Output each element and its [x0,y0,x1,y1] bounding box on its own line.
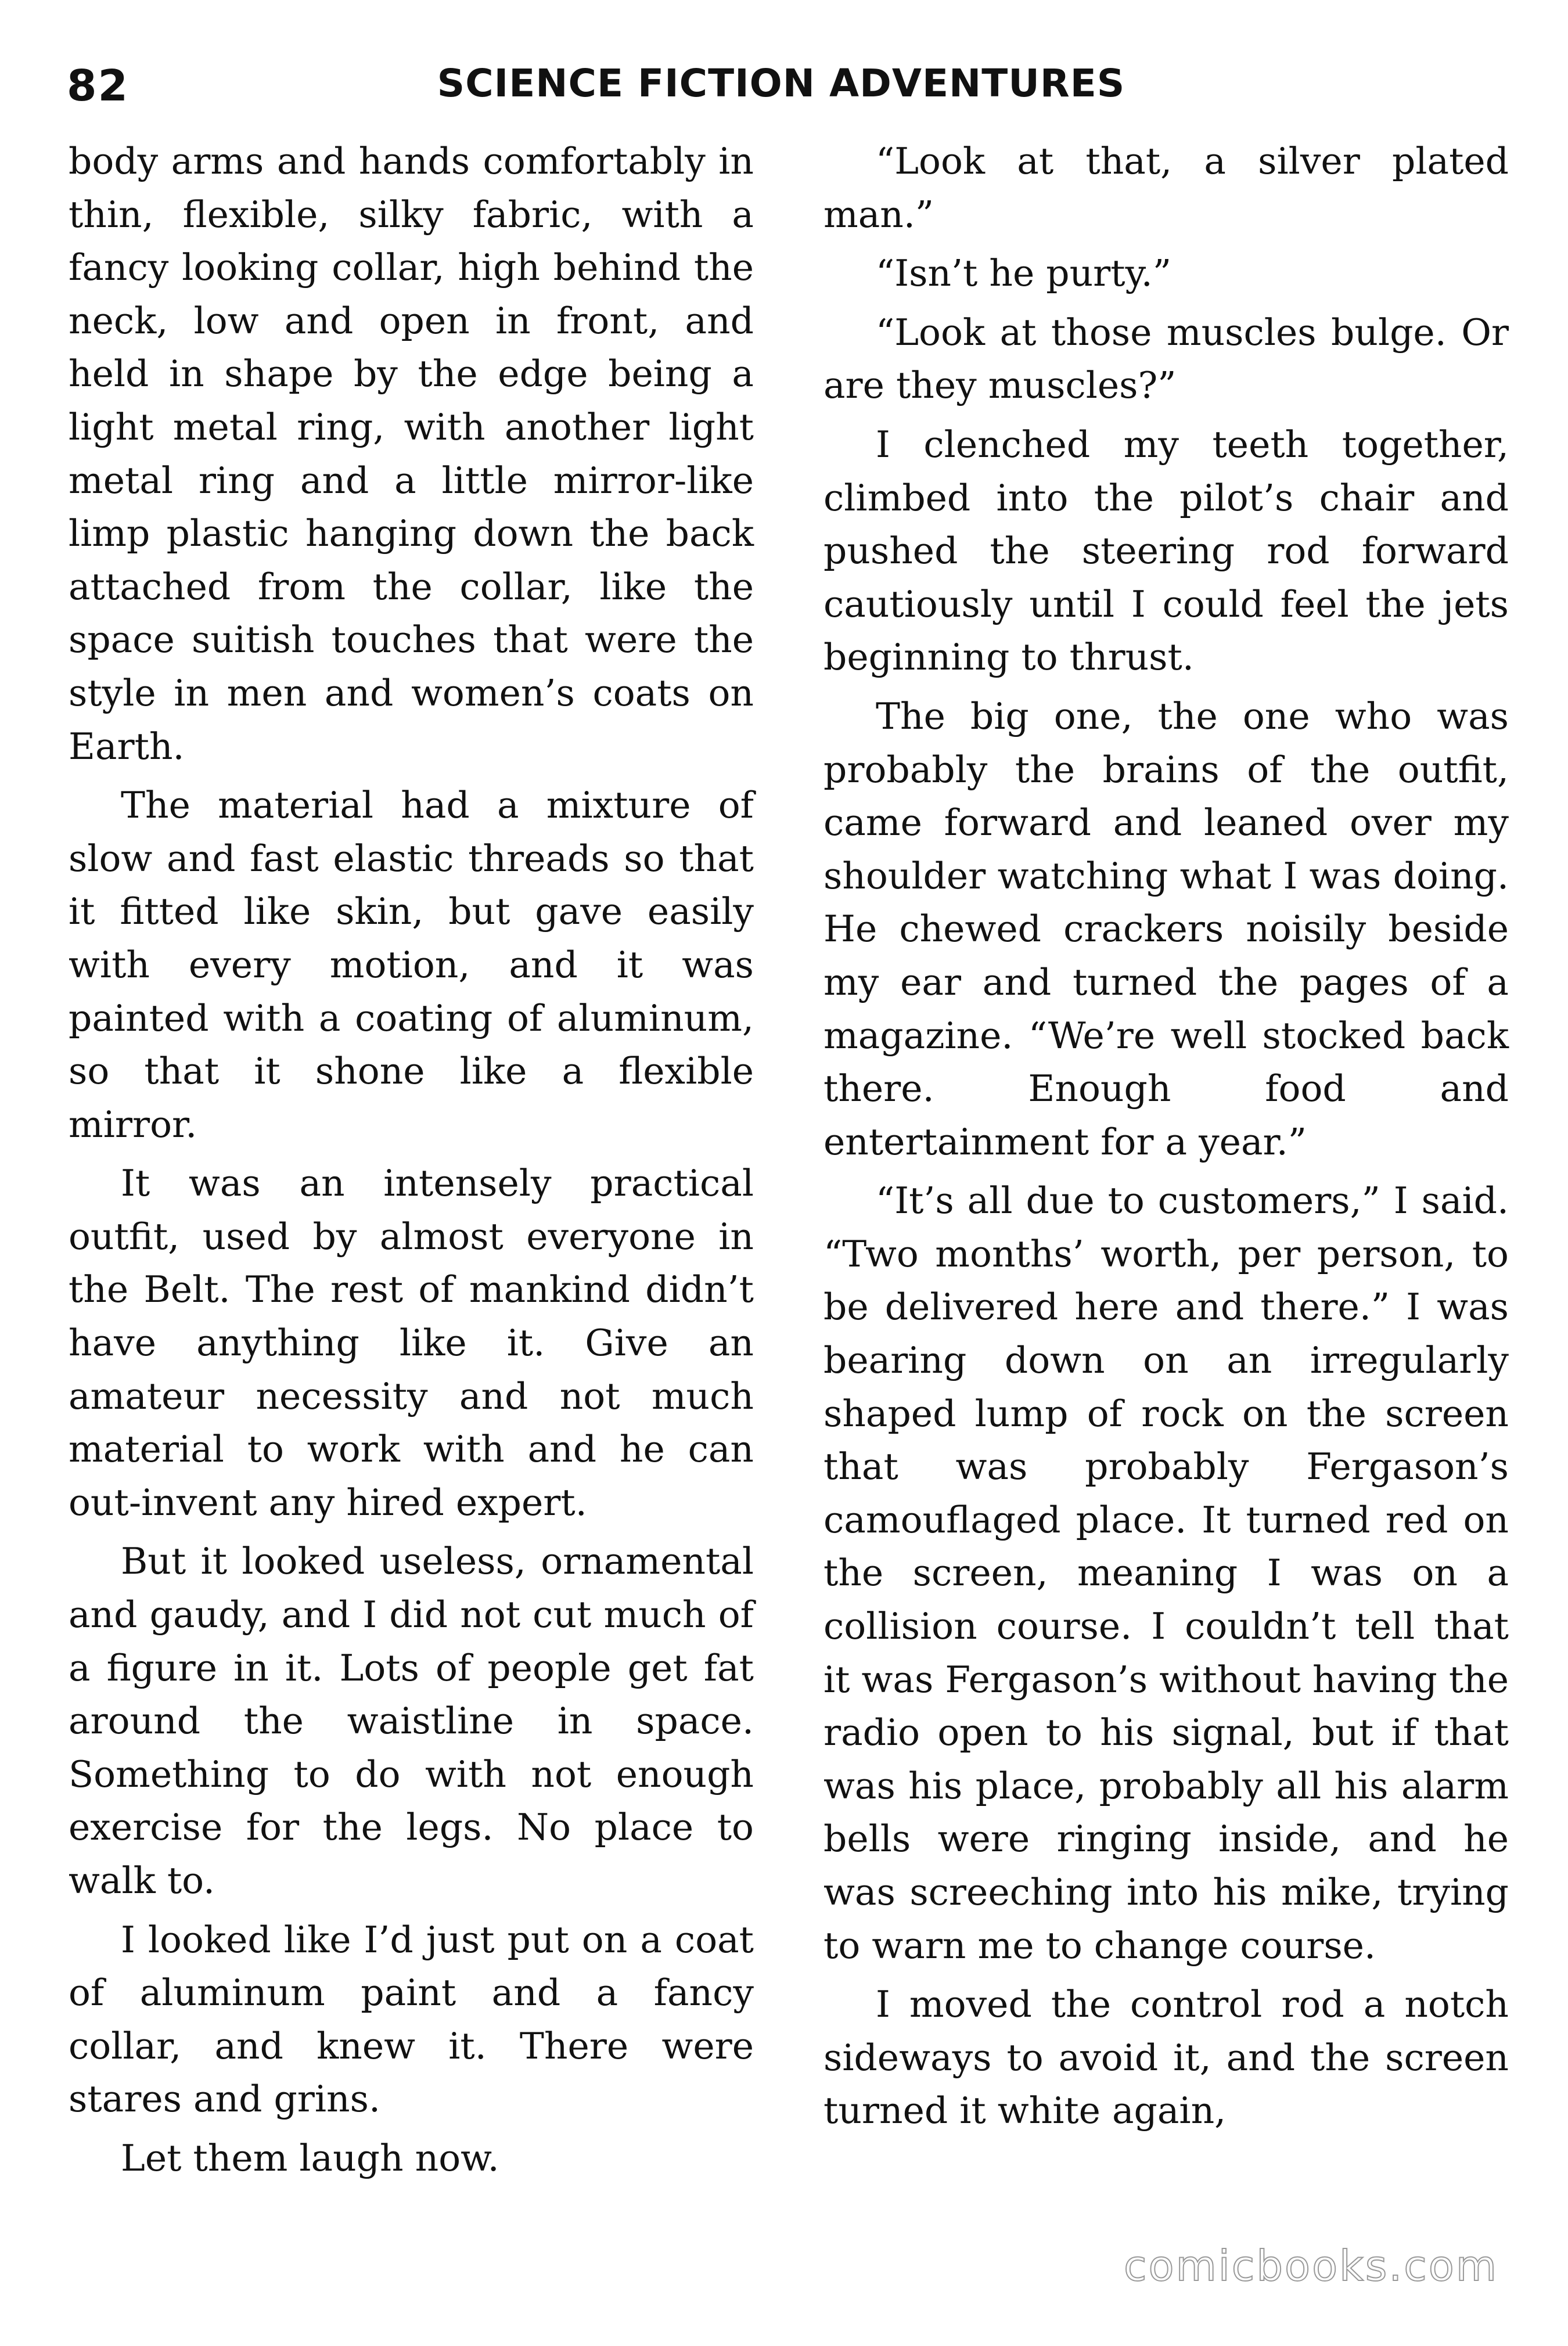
paragraph: “Look at that, a silver plated man.” [823,140,1509,236]
paragraph: “Look at those muscles bulge. Or are they muscles?” [823,311,1509,407]
paragraph: I moved the control rod a notch sideways to avoid it, and the screen turned it white again, [823,1983,1509,2132]
right-column [823,135,1509,2138]
paragraph: “Isn’t he purty.” [876,252,1172,295]
paragraph: It was an intensely practical outfit, used by almost everyone in the Belt. The rest of mankind didn’t have anything like it. Give an amateur necessity and not much material to work with and he can out-invent any hired expert. [69,1162,754,1524]
paragraph: body arms and hands comfortably in thin, flexible, silky fabric, with a fancy looking collar, high behind the neck, low and open in front, and held in shape by the edge being a light metal ring, with another light metal ring and a little mirror-like limp plastic hanging down the back attached from the collar, like the space suitish touches that were the style in men and women’s coats on Earth. [69,140,754,768]
paragraph: “It’s all due to customers,” I said. “Two months’ worth, per person, to be delivered here and there.” I was bearing down on an irregularly shaped lump of rock on the screen that was probably Fergason’s camouflaged place. It turned red on the screen, meaning I was on a collision course. I couldn’t tell that it was Fergason’s without having the radio open to his signal, but if that was his place, probably all his alarm bells were ringing inside, and he was screeching into his mike, trying to warn me to change course. [823,1179,1509,1967]
paragraph: The material had a mixture of slow and fast elastic threads so that it fitted like skin, but gave easily with every motion, and it was painted with a coating of aluminum, so that it shone like a flexible mirror. [69,784,754,1146]
paragraph: But it looked useless, ornamental and gaudy, and I did not cut much of a figure in it. Lots of people get fat around the waistline in space. Something to do with not enough exercise for the legs. No place to walk to. [69,1540,754,1902]
paragraph: The big one, the one who was probably the brains of the outfit, came forward and leaned over my shoulder watching what I was doing. He chewed crackers noisily beside my ear and turned the pages of a magazine. “We’re well stocked back there. Enough food and entertainment for a year.” [823,695,1509,1163]
page-number: 82 [67,61,129,111]
paragraph: I looked like I’d just put on a coat of aluminum paint and a fancy collar, and knew it. There were stares and grins. [69,1918,754,2121]
watermark: comicbooks.com [1123,2241,1498,2290]
running-title: SCIENCE FICTION ADVENTURES [437,61,1125,106]
paragraph: Let them laugh now. [121,2136,499,2179]
paragraph: I clenched my teeth together, climbed into the pilot’s chair and pushed the steering rod forward cautiously until I could feel the jets beginning to thrust. [823,423,1509,679]
left-column [69,135,754,2185]
page-header [67,55,1495,125]
